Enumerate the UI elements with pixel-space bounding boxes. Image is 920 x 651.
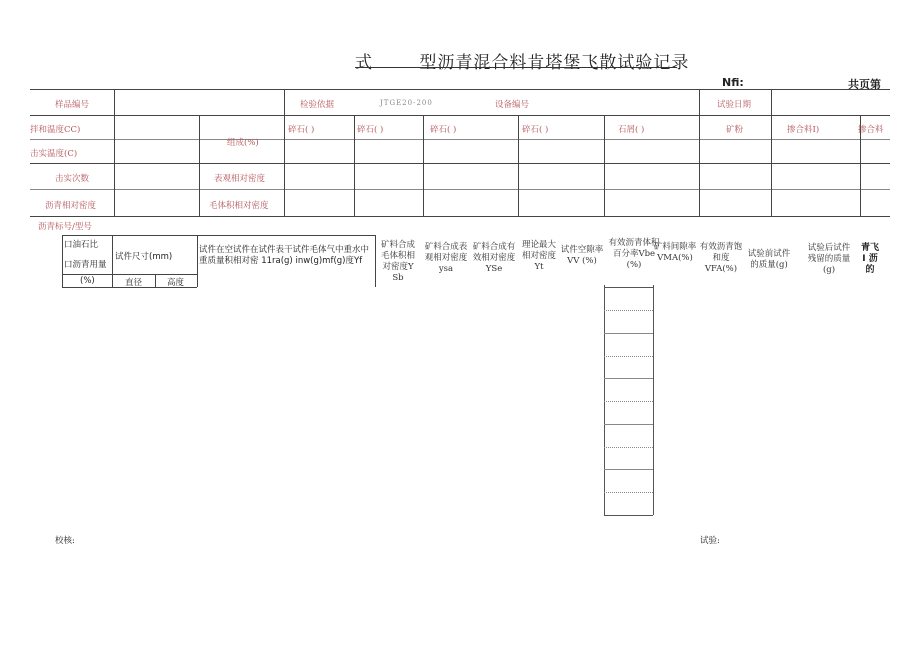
diameter-label: 直径: [125, 278, 143, 288]
material-8: 掺合料: [858, 125, 884, 135]
asphalt-grade-label: 沥青标号/型号: [38, 222, 92, 232]
specimen-size-label: 试件尺寸(mm): [115, 252, 173, 262]
vbe-label: 有效沥青体积百分率Vbe (%): [608, 238, 660, 270]
nfi-label: Nfi:: [722, 76, 744, 89]
height-label: 高度: [167, 278, 185, 288]
sample-no-label: 样品编号: [55, 100, 90, 110]
asphalt-density-label: 沥青相对密度: [45, 201, 97, 211]
max-density-label: 理论最大相对密度 Yt: [522, 240, 557, 272]
checker-label: 校核:: [55, 536, 75, 546]
material-4: 碎石( ): [522, 125, 549, 135]
title-part1: 式: [355, 53, 373, 73]
vma-label: 矿料间隙率VMA(%): [653, 242, 697, 263]
material-5: 石屑( ): [618, 125, 645, 135]
equipment-no-label: 设备编号: [495, 100, 530, 110]
mineral-apparent-label: 矿料合成表观相对密度ysa: [424, 242, 468, 274]
material-1: 碎石( ): [288, 125, 315, 135]
void-ratio-label: 试件空隙率VV (%): [560, 245, 604, 266]
title-underline: [355, 67, 677, 68]
material-2: 碎石( ): [357, 125, 384, 135]
tester-label: 试验:: [700, 536, 720, 546]
vfa-label: 有效沥青饱和度VFA(%): [699, 242, 743, 274]
asphalt-content-label: 口沥青用量: [64, 260, 107, 270]
mass-after-label: 试验后试件残留的质量(g): [807, 243, 851, 275]
composition-label: 组成(%): [227, 138, 259, 148]
scatter-label: 青飞 I 沥 的: [860, 243, 879, 275]
compaction-temp-label: 击实温度(C): [30, 149, 78, 159]
apparent-density-label: 表观相对密度: [214, 174, 266, 184]
mix-temp-label: 拌和温度CC): [30, 125, 81, 135]
mass-desc-label: 试件在空试件在试件表干试件毛体气中重水中重质量积相对密 11ra(g) inw(g)mf(g)度Yf: [199, 245, 370, 266]
pct-label: (%): [80, 276, 95, 286]
basis-value: JTGE20-200: [380, 99, 433, 107]
material-7: 掺合料I): [787, 125, 820, 135]
bulk-density-label: 毛体积相对密度: [209, 201, 269, 211]
title-part2: 型沥青混合料肯塔堡飞散试验记录: [419, 53, 690, 73]
page-title: [355, 48, 689, 73]
mass-before-label: 试验前试件的质量(g): [747, 249, 791, 270]
material-3: 碎石( ): [430, 125, 457, 135]
oil-ratio-label: 口油石比: [64, 240, 99, 250]
material-6: 矿粉: [726, 125, 744, 135]
test-date-label: 试验日期: [717, 100, 752, 110]
mineral-effective-label: 矿料合成有效相对密度YSe: [472, 242, 516, 274]
basis-label: 检验依据: [300, 100, 335, 110]
compaction-count-label: 击实次数: [55, 174, 90, 184]
page-count-label: 共页第: [848, 78, 881, 91]
mineral-bulk-label: 矿料合成毛体积相对密度Y Sb: [380, 240, 415, 283]
